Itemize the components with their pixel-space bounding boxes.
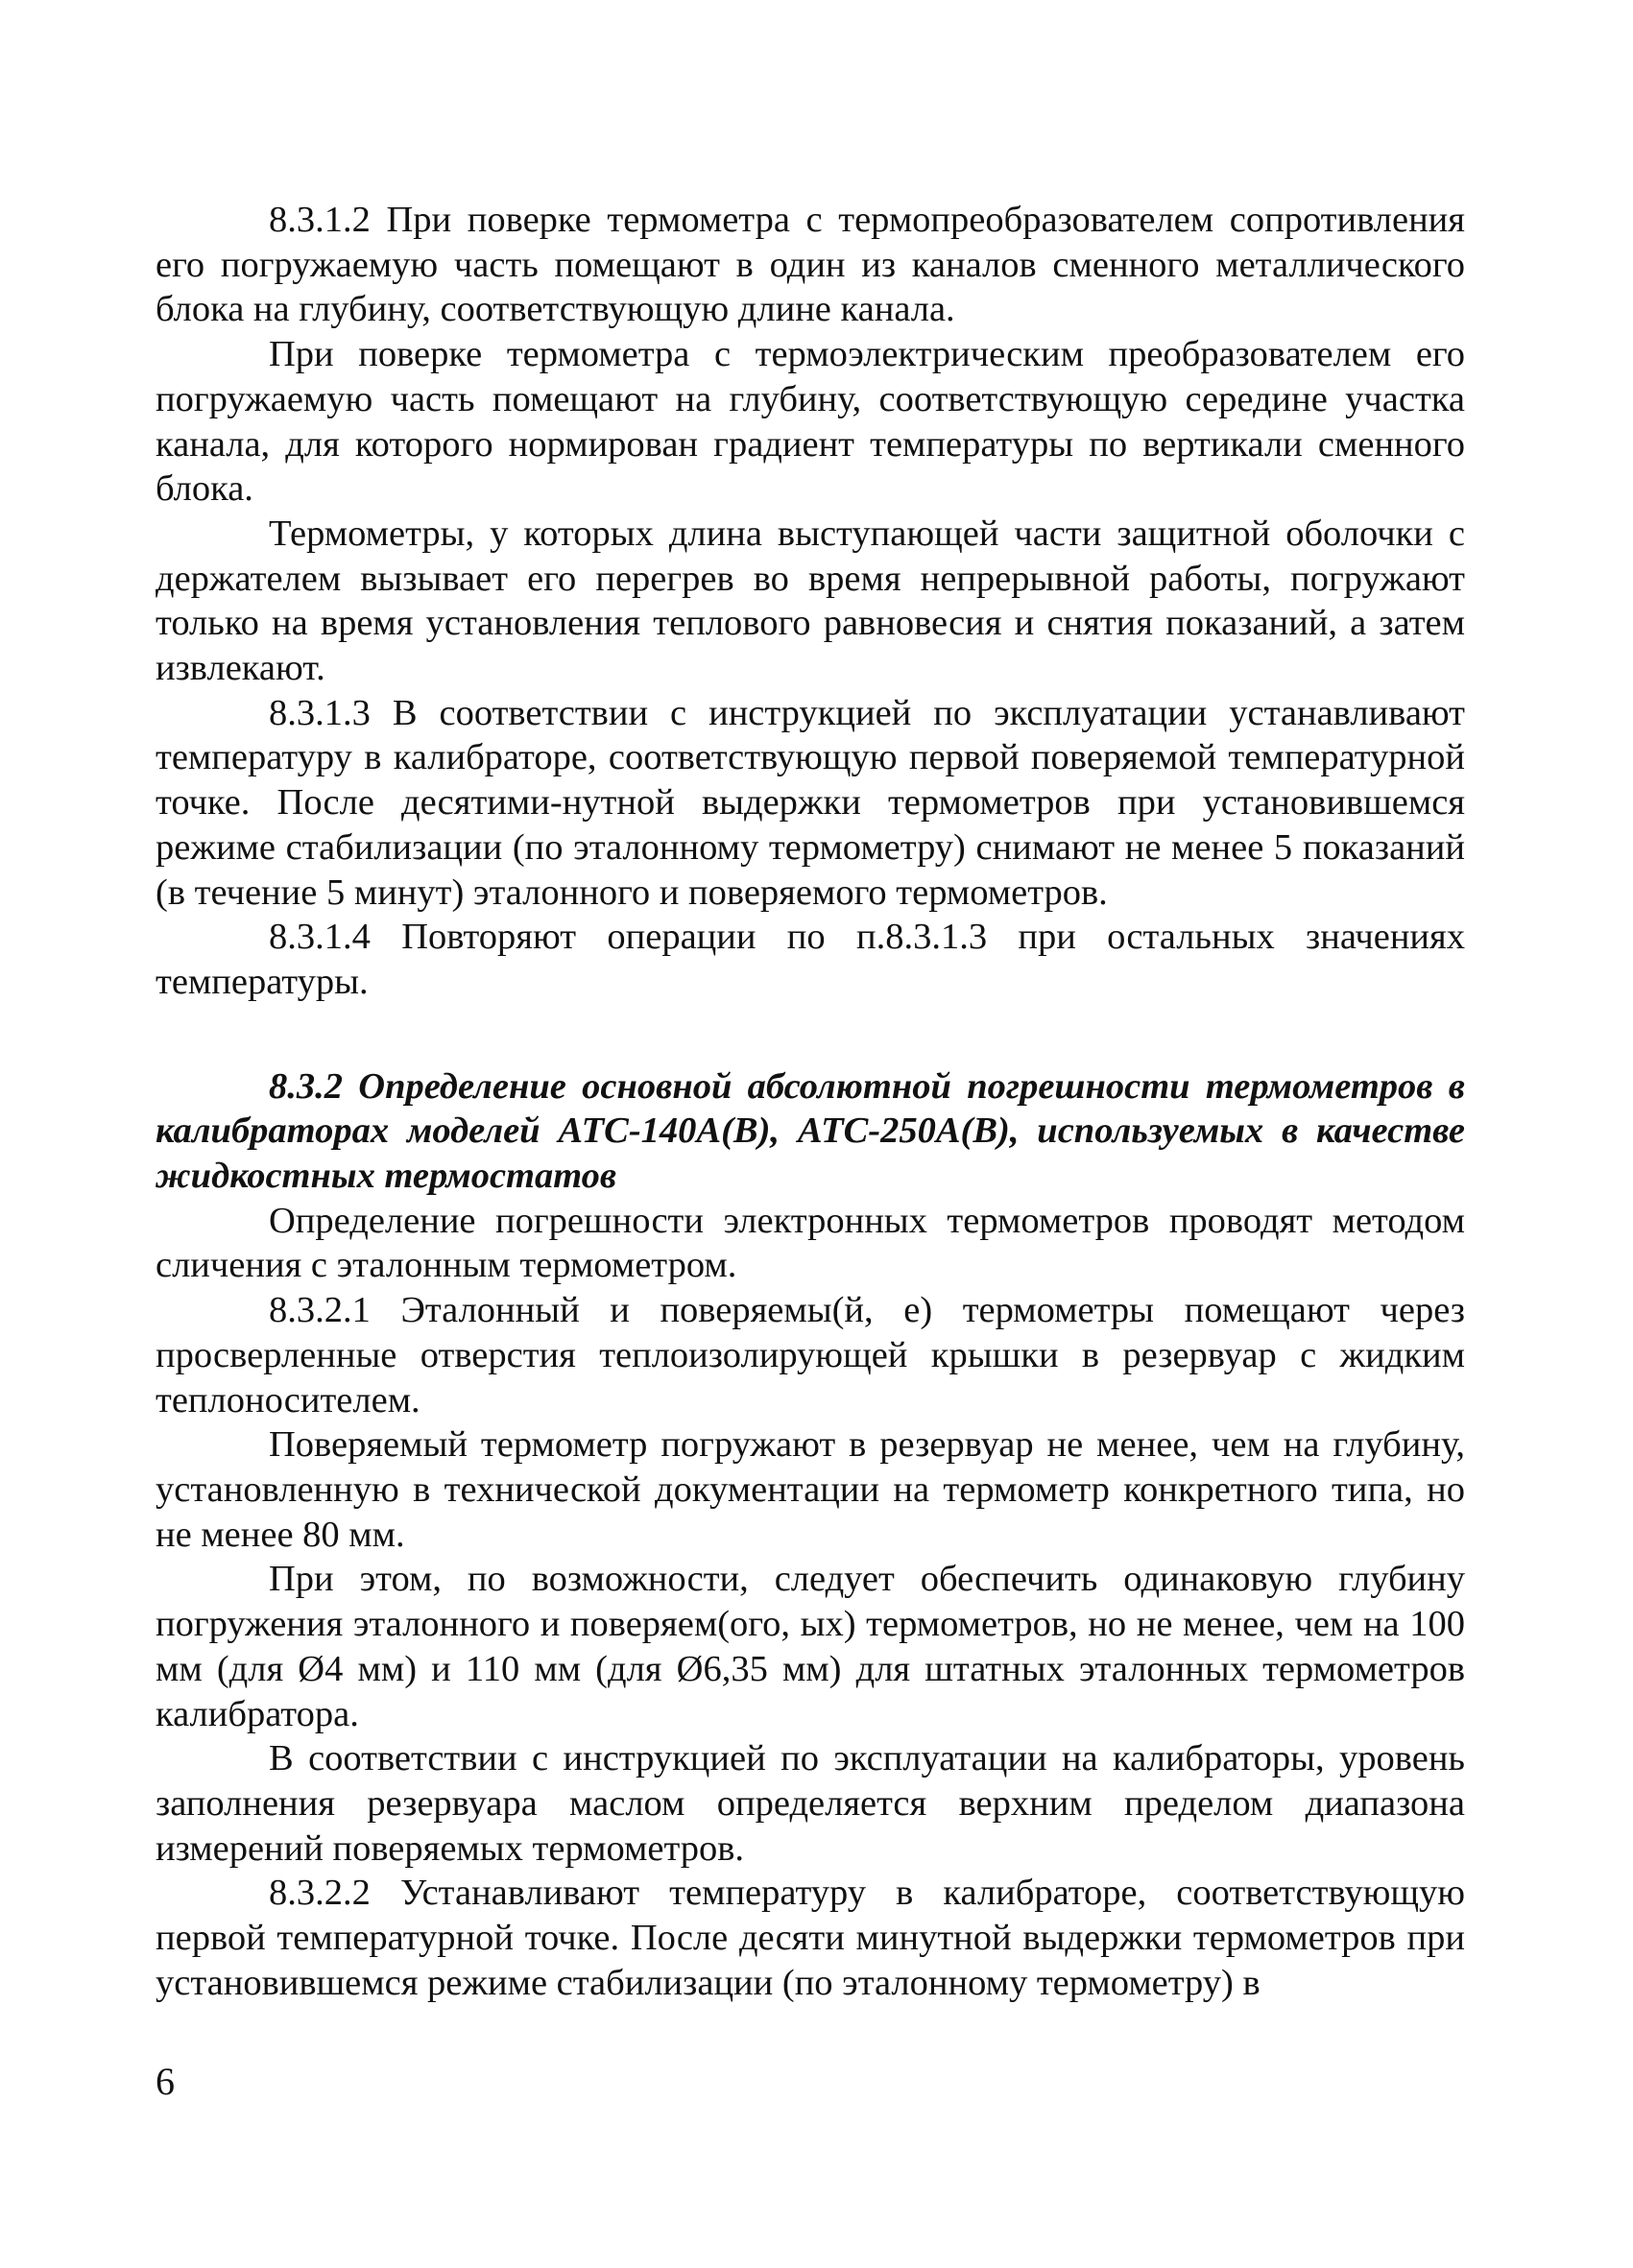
section-heading-8-3-2: 8.3.2 Определение основной абсолютной погрешности термометров в калибраторах моделей АТС-140А(В), АТС-250А(В), используемых в качестве жидкостных термостатов <box>156 1065 1465 1197</box>
paragraph-oil-level: В соответствии с инструкцией по эксплуатации на калибраторы, уровень заполнения резервуара маслом определяется верхним пределом диапазона измерений поверяемых термометров. <box>156 1738 1465 1869</box>
paragraph-8-3-1-2: 8.3.1.2 При поверке термометра с термопреобразователем сопротивления его погружаемую часть помещают в один из каналов сменного металлического блока на глубину, соответствующую длине канала. <box>156 200 1465 330</box>
paragraph-8-3-1-3: 8.3.1.3 В соответствии с инструкцией по эксплуатации устанавливают температуру в калибраторе, соответствующую первой поверяемой температурной точке. После десятими-нутной выдержки термометров при установившемся режиме стабилизации (по эталонному термометру) снимают не менее 5 показаний (в течение 5 минут) эталонного и поверяемого термометров. <box>156 692 1465 913</box>
paragraph-thermoelectric: При поверке термометра с термоэлектрическим преобразователем его погружаемую часть помещают на глубину, соответствующую середине участка канала, для которого нормирован градиент температуры по вертикали сменного блока. <box>156 334 1465 510</box>
paragraph-equal-depth: При этом, по возможности, следует обеспечить одинаковую глубину погружения эталонного и поверяем(ого, ых) термометров, но не менее, чем на 100 мм (для Ø4 мм) и 110 мм (для Ø6,35 мм) для штатных эталонных термометров калибратора. <box>156 1559 1465 1734</box>
paragraph-overheating: Термометры, у которых длина выступающей части защитной оболочки с держателем вызывает его перегрев во время непрерывной работы, погружают только на время установления теплового равновесия и снятия показаний, а затем извлекают. <box>156 513 1465 689</box>
page-body <box>156 198 1465 2005</box>
page-number: 6 <box>156 2060 175 2103</box>
paragraph-method: Определение погрешности электронных термометров проводят методом сличения с эталонным термометром. <box>156 1200 1465 1286</box>
paragraph-8-3-2-2: 8.3.2.2 Устанавливают температуру в калибраторе, соответствующую первой температурной точке. После десяти минутной выдержки термометров при установившемся режиме стабилизации (по эталонному термометру) в <box>156 1873 1465 2003</box>
paragraph-8-3-1-4: 8.3.1.4 Повторяют операции по п.8.3.1.3 при остальных значениях температуры. <box>156 917 1465 1002</box>
paragraph-immersion-depth: Поверяемый термометр погружают в резервуар не менее, чем на глубину, установленную в технической документации на термометр конкретного типа, но не менее 80 мм. <box>156 1424 1465 1555</box>
paragraph-8-3-2-1: 8.3.2.1 Эталонный и поверяемы(й, е) термометры помещают через просверленные отверстия теплоизолирующей крышки в резервуар с жидким теплоносителем. <box>156 1290 1465 1420</box>
